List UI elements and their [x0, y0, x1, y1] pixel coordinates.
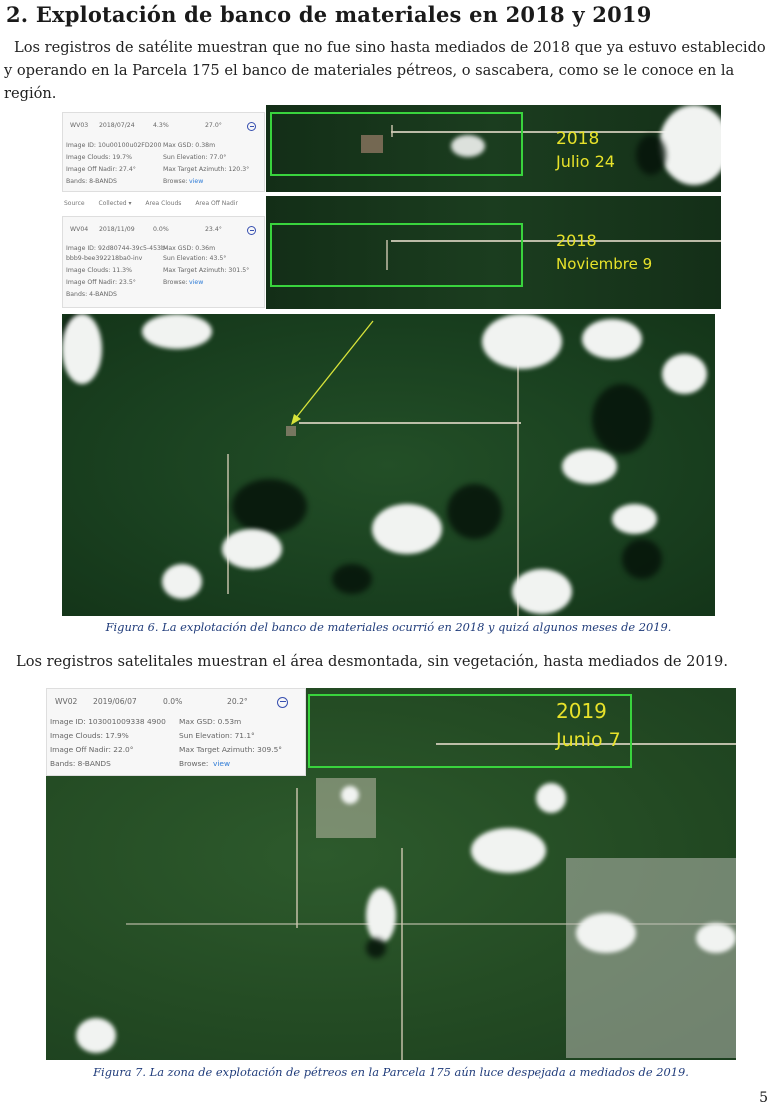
angle-value: 27.0° — [205, 122, 222, 129]
arrow-icon — [287, 319, 377, 429]
page-number: 5 — [759, 1090, 768, 1106]
image-id-cont: bbb9-bee392218ba0-inv — [66, 255, 143, 262]
label-date: Noviembre 9 — [556, 255, 653, 273]
results-tab-bar — [64, 200, 264, 212]
tab-area-off-nadir[interactable]: Area Off Nadir — [195, 200, 238, 207]
browse-label: Browse: — [163, 279, 188, 286]
image-clouds: Image Clouds: 19.7% — [66, 154, 132, 161]
image-id: Image ID: 103001009338 4900 — [50, 717, 166, 726]
imagery-info-panel-c — [46, 688, 306, 776]
sun-elevation: Sun Elevation: 43.5° — [163, 255, 227, 262]
max-target-azimuth: Max Target Azimuth: 309.5° — [179, 745, 282, 754]
max-gsd: Max GSD: 0.53m — [179, 717, 242, 726]
browse-label: Browse: — [179, 759, 209, 768]
image-id: Image ID: 10u00100u02FD200 — [66, 142, 162, 149]
cloud-percent: 0.0% — [153, 226, 169, 233]
max-target-azimuth: Max Target Azimuth: 120.3° — [163, 166, 250, 173]
collapse-icon[interactable] — [247, 226, 256, 235]
angle-value: 20.2° — [227, 697, 248, 706]
tab-collected[interactable]: Collected ▾ — [98, 200, 132, 207]
figure-6-caption: Figura 6. La explotación del banco de materiales ocurrió en 2018 y quizá algunos meses de 2019. — [105, 620, 672, 634]
bands: Bands: 4-BANDS — [66, 291, 117, 298]
max-gsd: Max GSD: 0.36m — [163, 245, 216, 252]
sensor: WV02 — [55, 697, 78, 706]
sun-elevation: Sun Elevation: 77.0° — [163, 154, 227, 161]
browse-view-link[interactable]: view — [189, 279, 204, 286]
max-gsd: Max GSD: 0.38m — [163, 142, 216, 149]
figure-7-caption: Figura 7. La zona de explotación de pétreos en la Parcela 175 aún luce despejada a mediados de 2019. — [93, 1065, 689, 1079]
collapse-icon[interactable] — [247, 122, 256, 131]
image-off-nadir: Image Off Nadir: 27.4° — [66, 166, 136, 173]
max-target-azimuth: Max Target Azimuth: 301.5° — [163, 267, 250, 274]
label-year: 2018 — [556, 231, 597, 250]
image-off-nadir: Image Off Nadir: 22.0° — [50, 745, 134, 754]
highlight-box — [270, 223, 523, 287]
image-clouds: Image Clouds: 17.9% — [50, 731, 129, 740]
label-year: 2019 — [556, 699, 607, 723]
image-off-nadir: Image Off Nadir: 23.5° — [66, 279, 136, 286]
browse-view-link[interactable]: view — [213, 759, 231, 768]
cloud-percent: 0.0% — [163, 697, 183, 706]
bands: Bands: 8-BANDS — [66, 178, 117, 185]
image-id: Image ID: 92d80744-39c5-453b- — [66, 245, 168, 252]
label-date: Junio 7 — [556, 729, 621, 751]
browse-label: Browse: — [163, 178, 188, 185]
satellite-image-overview-2018 — [62, 314, 715, 616]
acquisition-date: 2019/06/07 — [93, 697, 137, 706]
sensor: WV04 — [70, 226, 89, 233]
cloud-percent: 4.3% — [153, 122, 169, 129]
label-year: 2018 — [556, 129, 600, 149]
acquisition-date: 2018/11/09 — [99, 226, 135, 233]
label-date: Julio 24 — [556, 152, 615, 171]
satellite-image-2018-11-09 — [266, 196, 721, 309]
imagery-info-panel-a — [62, 112, 265, 192]
image-clouds: Image Clouds: 11.3% — [66, 267, 132, 274]
highlight-box — [270, 112, 523, 176]
intro-paragraph: Los registros de satélite muestran que no fue sino hasta mediados de 2018 que ya estuvo establecido y operando en la Parcela 175 el banco de materiales pétreos, o sascabera, como se le conoce en la región. — [4, 39, 766, 102]
acquisition-date: 2018/07/24 — [99, 122, 135, 129]
sensor: WV03 — [70, 122, 89, 129]
tab-area-clouds[interactable]: Area Clouds — [145, 200, 182, 207]
paragraph-2: Los registros satelitales muestran el área desmontada, sin vegetación, hasta mediados de 2019. — [16, 653, 728, 670]
sun-elevation: Sun Elevation: 71.1° — [179, 731, 255, 740]
browse-view-link[interactable]: view — [189, 178, 204, 185]
satellite-image-2018-07-24 — [266, 105, 721, 192]
section-heading: 2. Explotación de banco de materiales en 2018 y 2019 — [6, 2, 652, 27]
bands: Bands: 8-BANDS — [50, 759, 111, 768]
tab-source[interactable]: Source — [64, 200, 85, 207]
imagery-info-panel-b — [62, 216, 265, 308]
collapse-icon[interactable] — [277, 697, 288, 708]
angle-value: 23.4° — [205, 226, 222, 233]
